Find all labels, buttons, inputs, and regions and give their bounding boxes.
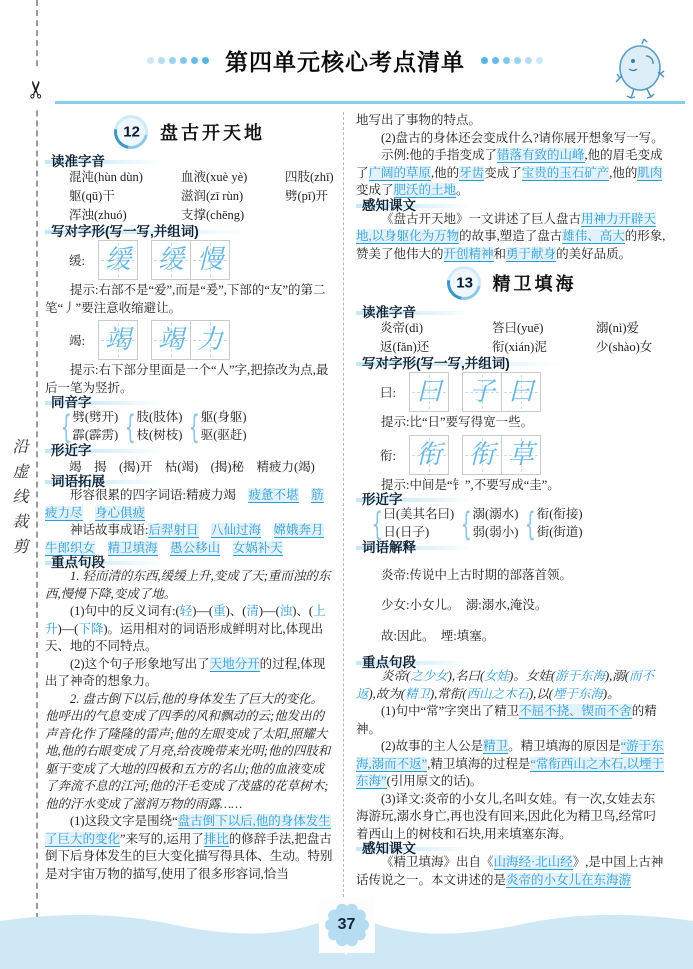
writing-cell: 竭 — [98, 320, 138, 360]
lesson-12-summary: 《盘古开天地》一文讲述了巨人盘古用神力开辟天地,以身躯化为万物的故事,塑造了盘古雄伟、高大的形象,赞美了他伟大的开创精神和勇于献身的美好品质。 — [356, 211, 666, 261]
brace-icon: { — [60, 407, 72, 446]
key-sentence-2-analysis-continued: 地写出了事物的特点。 — [356, 113, 482, 127]
word-explanation: 炎帝:传说中上古时期的部落首领。 — [381, 567, 572, 582]
pinyin-item: 躯(qū)干 — [69, 189, 115, 203]
writing-grid — [98, 320, 138, 360]
word-expansion-myth-idioms: 神话故事成语:后羿射日 八仙过海 嫦娥奔月 牛郎织女 精卫填海 愚公移山 女娲补天 — [45, 523, 324, 555]
brace-line: 劈(劈开) — [72, 410, 119, 424]
brace-group — [124, 407, 183, 446]
writing-grid — [409, 372, 449, 412]
page-number: 37 — [337, 916, 356, 933]
key-sentence-1-analysis-2: (2)这个句子形象地写出了天地分开的过程,体现出了神奇的想象力。 — [45, 656, 326, 688]
writing-grid — [98, 240, 138, 280]
section-header-ganzhi-12: 感知课文 — [356, 204, 476, 208]
grid-label: 曰: — [380, 386, 396, 400]
brace-line: 衔(衔接) — [536, 507, 583, 521]
page-number-card — [319, 897, 375, 953]
section-header-zhongdian-13: 重点句段 — [356, 661, 476, 665]
writing-grid — [151, 240, 230, 280]
lesson-12-title: 盘古开天地 — [160, 123, 265, 143]
pinyin-item: 答曰(yuē) — [492, 321, 544, 335]
pinyin-list-13 — [356, 320, 667, 356]
section-header-zixing-13: 写对字形(写一写,并组词) — [356, 362, 570, 366]
writing-cell: 曰 — [501, 372, 541, 412]
similar-character-groups — [356, 506, 667, 541]
key-sentence-2-question: (2)盘古的身体还会变成什么?请你展开想象写一写。 — [381, 130, 664, 145]
classical-text-analysis-1: (1)句中“常”字突出了精卫不屈不挠、锲而不舍的精神。 — [356, 704, 657, 736]
writing-cell: 力 — [190, 320, 230, 360]
brace-icon: { — [124, 407, 136, 446]
lesson-13-summary: 《精卫填海》出自《山海经·北山经》,是中国上古神话传说之一。本文讲述的是炎帝的小女儿在东海游 — [356, 855, 664, 887]
mascot-icon — [609, 38, 671, 102]
writing-tip: 提示:右下部分里面是一个“人”字,把捺改为点,最后一笔为竖折。 — [45, 363, 329, 395]
cut-along-line-label: 沿虚线裁剪 — [10, 438, 27, 563]
key-sentence-2-example-answer: 示例:他的手指变成了错落有致的山峰,他的眉毛变成了广阔的草原,他的牙齿变成了宝贵的玉石矿产,他的肌肉变成了肥沃的土地。 — [356, 148, 663, 197]
header-rule — [55, 101, 685, 104]
writing-grid-row — [45, 320, 334, 360]
pinyin-item: 血液(xuè yè) — [181, 170, 248, 184]
right-column — [343, 112, 667, 907]
section-header-xingjin-12: 形近字 — [45, 449, 165, 453]
brace-line: 曰(美其名曰) — [383, 507, 455, 521]
section-header-pinyin-13: 读准字音 — [356, 311, 476, 315]
brace-icon: { — [524, 504, 537, 543]
pinyin-item: 返(fǎn)还 — [380, 340, 430, 354]
lesson-12-heading — [45, 115, 334, 149]
lesson-13-heading — [356, 266, 667, 300]
writing-cell: 慢 — [190, 240, 230, 280]
pinyin-item — [285, 207, 334, 224]
writing-grid — [462, 372, 541, 412]
writing-tip: 提示:比“日”要写得宽一些。 — [381, 415, 534, 429]
grid-label: 竭: — [69, 334, 85, 348]
brace-line: 霹(霹雳) — [72, 427, 119, 442]
cut-dashed-line — [36, 0, 38, 969]
pinyin-item: 少(shào)女 — [596, 340, 653, 354]
pinyin-list-12 — [45, 169, 334, 224]
pinyin-item: 混沌(hùn dùn) — [69, 170, 143, 184]
brace-line: 躯(身躯) — [200, 410, 247, 424]
brace-icon: { — [371, 504, 383, 543]
word-explanation: 故:因此。 堙:填塞。 — [381, 628, 495, 643]
writing-cell: 竭 — [151, 320, 191, 360]
brace-group — [524, 504, 583, 543]
brace-icon: { — [188, 407, 201, 446]
lesson-12-number: 12 — [122, 123, 140, 141]
writing-grid — [462, 435, 541, 475]
writing-grid — [151, 320, 230, 360]
writing-cell: 曰 — [409, 372, 449, 412]
section-header-xingjin-13: 形近字 — [356, 498, 476, 502]
lesson-12-number-badge — [107, 108, 154, 155]
writing-cell: 衔 — [409, 435, 449, 475]
content-columns — [45, 112, 667, 907]
scissors-icon: ✂ — [21, 70, 53, 108]
brace-line: 肢(肢体) — [136, 410, 183, 424]
word-explanation: 少女:小女儿。 溺:溺水,淹没。 — [381, 598, 548, 612]
brace-group — [371, 504, 455, 543]
brace-line: 枝(树枝) — [136, 427, 183, 442]
brace-line: 日(日子) — [383, 524, 430, 539]
left-column — [45, 112, 343, 907]
key-sentence-1: 1. 轻而清的东西,缓缓上升,变成了天;重而浊的东西,慢慢下降,变成了地。 — [45, 569, 331, 601]
pinyin-item: 劈(pī)开 — [285, 189, 329, 203]
pinyin-item: 炎帝(dì) — [380, 321, 424, 335]
brace-line: 弱(弱小) — [472, 524, 519, 539]
writing-cell: 缓 — [98, 240, 138, 280]
lesson-13-title: 精卫填海 — [492, 274, 577, 294]
key-sentence-2-analysis-1: (1)这段文字是围绕“盘古倒下以后,他的身体发生了巨大的变化”来写的,运用了排比的修辞手法,把盘古倒下后身体发生的巨大变化描写得具体、生动。特别是对宇宙万物的描写,使用了很多形容词,恰当 — [45, 814, 333, 881]
grid-label: 缓: — [69, 254, 85, 268]
pinyin-item: 衔(xián)泥 — [492, 340, 547, 354]
brace-group — [60, 407, 119, 446]
writing-tip: 提示:右部不是“爱”,而是“爰”,下部的“友”的第二笔“丿”要注意收缩避让。 — [45, 283, 326, 315]
classical-text-fill-in: 炎帝(之少女),名曰(女娃)。女娃(游于东海),溺(而不返),故为(精卫),常衔(西山之木石),以(堙于东海)。 — [356, 669, 654, 701]
classical-text-translation: (3)译文:炎帝的小女儿,名叫女娃。有一次,女娃去东海游玩,溺水身亡,再也没有回来,因此化为精卫鸟,经常叼着西山上的树枝和石块,用来填塞东海。 — [356, 791, 657, 841]
section-header-tongyin-12: 同音字 — [45, 401, 165, 405]
lesson-13-number-badge — [440, 259, 487, 306]
decorative-dots-right — [481, 57, 543, 64]
brace-group — [188, 407, 247, 446]
section-header-zhongdian-12: 重点句段 — [45, 561, 165, 565]
section-header-zixing-12: 写对字形(写一写,并组词) — [45, 230, 259, 234]
decorative-dots-left — [147, 57, 209, 64]
key-sentence-1-analysis-antonyms: (1)句中的反义词有:(轻)—(重)、(清)—(浊)、(上升)—(下降)。运用相对的词语形成鲜明对比,体现出天、地的不同特点。 — [45, 604, 326, 653]
page-title: 第四单元核心考点清单 — [225, 49, 465, 75]
writing-tip: 提示:中间是“钅”,不要写成“圭”。 — [381, 477, 560, 492]
writing-grid — [409, 435, 449, 475]
pinyin-item: 四肢(zhī) — [285, 170, 334, 184]
writing-cell: 子 — [462, 372, 502, 412]
pinyin-item: 浑浊(zhuó) — [69, 208, 127, 222]
brace-icon: { — [460, 504, 472, 543]
writing-cell: 缓 — [151, 240, 191, 280]
writing-grid-row — [356, 372, 667, 412]
grid-label: 衔: — [380, 448, 396, 463]
brace-line: 驱(驱赶) — [200, 427, 247, 442]
key-sentence-2: 2. 盘古倒下以后,他的身体发生了巨大的变化。他呼出的气息变成了四季的风和飘动的云;他发出的声音化作了隆隆的雷声;他的左眼变成了太阳,照耀大地,他的右眼变成了月亮,给夜晚带来光明;他的四肢和躯干变成了大地的四极和五方的名山;他的血液变成了奔流不息的江河;他的汗毛变成了茂盛的花草树木;他的汗水变成了滋润万物的雨露…… — [45, 691, 331, 811]
pinyin-item: 支撑(chēng) — [181, 208, 245, 222]
section-header-jieshi-13: 词语解释 — [356, 546, 476, 550]
section-header-pinyin-12: 读准字音 — [45, 160, 165, 164]
writing-cell: 衔 — [462, 435, 502, 475]
section-header-ciyu-12: 词语拓展 — [45, 480, 165, 484]
page-header — [45, 44, 645, 77]
writing-grid-row — [356, 435, 667, 475]
section-header-ganzhi-13: 感知课文 — [356, 847, 476, 851]
brace-line: 溺(溺水) — [472, 507, 519, 521]
lesson-13-number: 13 — [455, 274, 472, 292]
brace-group — [460, 504, 519, 543]
brace-line: 街(街道) — [536, 524, 583, 539]
writing-cell: 草 — [501, 435, 541, 475]
classical-text-analysis-2: (2)故事的主人公是精卫。精卫填海的原因是“游于东海,溺而不返”,精卫填海的过程是“常衔西山之木石,以堙于东海”(引用原文的话)。 — [356, 739, 665, 788]
pinyin-item: 滋润(zī rùn) — [181, 189, 244, 203]
writing-grid-row — [45, 240, 334, 280]
word-expansion-tired: 形容很累的四字词语:精疲力竭 疲惫不堪 筋疲力尽 身心俱疲 — [45, 488, 324, 520]
similar-characters-line: 竭 揭 (揭)开 枯(竭) (揭)秘 精疲力(竭) — [69, 460, 315, 474]
homophone-groups — [45, 409, 334, 444]
pinyin-item: 溺(nì)爱 — [596, 321, 640, 335]
